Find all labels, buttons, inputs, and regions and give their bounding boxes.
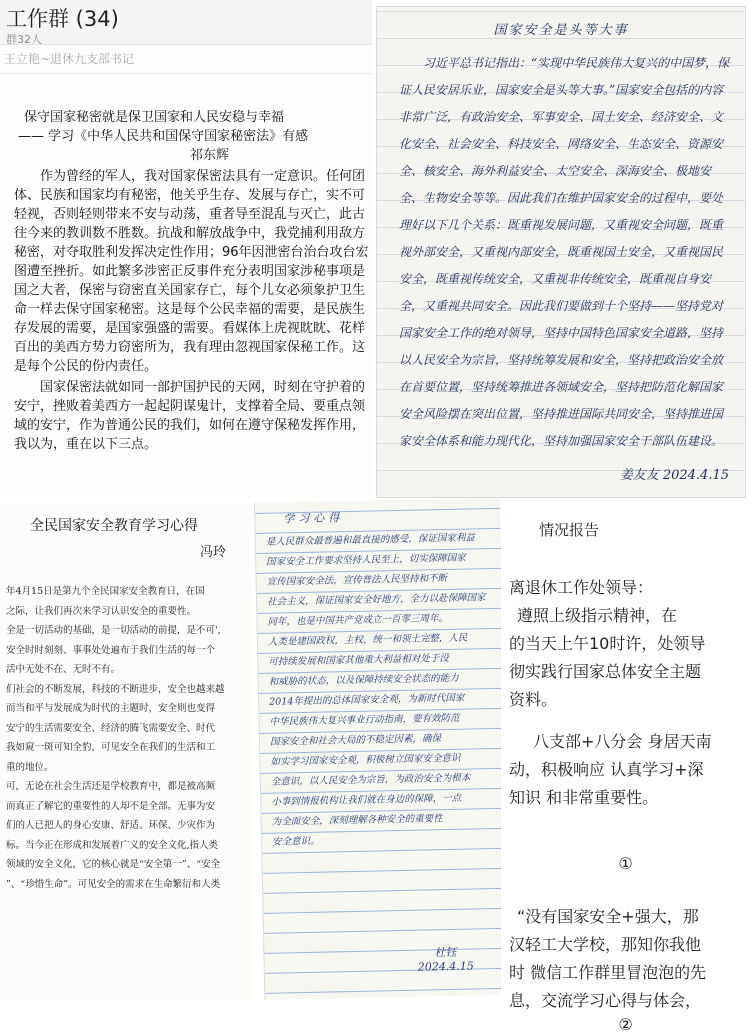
notes-line: 们的人已把人的身心安康、舒适、环保、少灾作为 bbox=[6, 820, 216, 831]
notebook-line: 宣传国家安全法，宣传普法人民坚持和不断 bbox=[266, 572, 448, 588]
report-greeting: 离退休工作处领导： bbox=[509, 578, 654, 597]
essay-title: 保守国家秘密就是保卫国家和人民安稳与幸福 bbox=[24, 110, 285, 125]
report-section-number: ② bbox=[618, 1015, 633, 1034]
chat-sender-name[interactable]: 王立艳~退休九支部书记 bbox=[0, 45, 372, 74]
notes-author: 冯玲 bbox=[200, 545, 227, 560]
notebook-line: 小事到情报机构让我们就在身边的保障，一点 bbox=[271, 792, 462, 808]
report-line: 息，交流学习心得与体会， bbox=[509, 991, 702, 1010]
notes-line: 重的地位。 bbox=[6, 761, 54, 773]
notebook-line: 人类是建国政权，主权，统一和领土完整，人民 bbox=[267, 632, 468, 648]
chat-title: 工作群 (34) bbox=[6, 7, 119, 31]
notebook-line: 为全面安全，深刻理解各种安全的重要性 bbox=[271, 813, 443, 828]
report-section-number: ① bbox=[618, 854, 633, 873]
notes-line: 全是一切活动的基础，是一切活动的前提，是不可', bbox=[6, 625, 221, 636]
notebook-signature-name: 杜钰 bbox=[434, 945, 457, 960]
report-line: 八支部+八分会 身居天南 bbox=[533, 732, 712, 751]
notebook-line: 可持续发展和国家其他重大利益相对处于没 bbox=[268, 652, 449, 668]
notes-line: 我如窥一斑可知全豹，可见安全在我们的生活和工 bbox=[6, 742, 216, 753]
situation-report bbox=[501, 503, 750, 1034]
letter-signature: 姜友友 2024.4.15 bbox=[619, 468, 729, 483]
letter-title: 国家安全是头等大事 bbox=[493, 23, 629, 38]
report-line: “没有国家安全+强大，那 bbox=[517, 907, 699, 926]
essay-paragraph: 国家保密法就如同一部护国护民的天网，时刻在守护着的安宁，挫败着美西方一起起阴谋鬼计，支撑着全局、要重点领域的安宁，作为普通公民的我们，如何在遵守保秘发挥作用，我以为，重在以下三点。 bbox=[14, 380, 366, 452]
notebook-line: 国家安全工作要求坚持人民至上，切实保障国家 bbox=[266, 552, 466, 568]
notebook-line: 和威胁的状态，以及保障持续安全状态的能力 bbox=[268, 672, 459, 688]
notebook-line: 如实学习国家安全观，积极树立国家安全意识 bbox=[270, 752, 461, 768]
notes-line: 而真正了解它的重要性的人却不是全部。无事为安 bbox=[6, 800, 216, 812]
essay bbox=[0, 74, 372, 454]
chat-member-count: 群32人 bbox=[6, 33, 42, 46]
notebook-body bbox=[266, 528, 502, 853]
notebook-line: 同年，也是中国共产党成立一百零三周年。 bbox=[267, 612, 449, 628]
handwritten-letter bbox=[376, 6, 746, 498]
report-line: 时 微信工作群里冒泡泡的先 bbox=[509, 963, 707, 982]
report-line: 知识 和非常重要性。 bbox=[509, 788, 659, 807]
notes-line: 年4月15日是第九个全民国家安全教育日，在国 bbox=[6, 586, 205, 597]
report-line: 资料。 bbox=[509, 690, 558, 709]
report-title: 情况报告 bbox=[539, 521, 600, 539]
notebook-title: 学习心得 bbox=[283, 511, 344, 526]
notes-line: 可，无论在社会生活还是学校教育中，都是被高频 bbox=[6, 781, 216, 792]
chat-header[interactable] bbox=[0, 0, 372, 44]
essay-subtitle: —— 学习《中华人民共和国保守国家秘密法》有感 bbox=[18, 129, 309, 144]
essay-author: 祁东辉 bbox=[190, 148, 230, 163]
notes-line: 领域的安全文化，它的核心就是“安全第一”、“安全 bbox=[6, 859, 221, 870]
report-line: 遵照上级指示精神，在 bbox=[517, 606, 678, 625]
notes-line: 安全时时刻刻、事事处处遍布于我们生活的每一个 bbox=[6, 644, 216, 656]
letter-body: 习近平总书记指出：“实现中华民族伟大复兴的中国梦，保证人民安居乐业，国家安全是头等大事。”国家安全包括的内容非常广泛，有政治安全、军事安全、国土安全、经济安全、文化安全、社会安全、科技安全、网络安全、生态安全、资源安全、核安全、海外利益安全、太空安全、深海安全、极地安全、生物安全等等。因此我们在维护国家安全的过程中，要处理好以下几个关系：既重视发展问题，又重视安全问题，既重视外部安全，又重视内部安全，既重视国土安全，又重视国民安全，既重视传统安全，又重视非传统安全，既重视自身安全，又重视共同安全。因此我们要做到十个坚持——坚持党对国家安全工作的绝对领导，坚持中国特色国家安全道路，坚持以人民安全为宗旨，坚持统筹发展和安全，坚持把政治安全放在首要位置，坚持统筹推进各领域安全，坚持把防范化解国家安全风险摆在突出位置，坚持推进国际共同安全，坚持推进国家安全体系和能力现代化，坚持加强国家安全干部队伍建设。 bbox=[399, 56, 730, 448]
notebook-line: 社会主义，保证国家安全好地方，全力以赴保障国家 bbox=[266, 592, 486, 608]
report-line: 汉轻工大学校，那知你我他 bbox=[509, 935, 702, 954]
handwritten-notebook bbox=[254, 498, 510, 1000]
notes-line: 标。当今正在形成和发展着广义的安全文化,指人类 bbox=[6, 839, 219, 851]
notebook-line: 安全意识。 bbox=[271, 835, 320, 848]
notebook-signature bbox=[417, 946, 474, 975]
notes-title: 全民国家安全教育学习心得 bbox=[30, 518, 198, 534]
printed-study-notes bbox=[0, 503, 252, 1000]
notebook-line: 全意识，以人民安全为宗旨，为政治安全为根本 bbox=[270, 772, 471, 788]
notebook-line: 国家安全和社会大局的不稳定因素，确保 bbox=[269, 733, 442, 748]
report-line: 动，积极响应 认真学习+深 bbox=[509, 760, 704, 779]
notebook-line: 是人民群众最普遍和最直接的感受，保证国家利益 bbox=[265, 532, 475, 548]
notes-line: ”、“珍惜生命”。可见安全的需求在生命繁衍和人类 bbox=[6, 878, 221, 890]
report-line: 的当天上午10时许，处领导 bbox=[509, 634, 706, 653]
notes-line: 之际，让我们再次来学习认识安全的重要性。 bbox=[6, 605, 197, 617]
notes-line: 活中无处不在、无时不有。 bbox=[6, 664, 121, 675]
notebook-line: 中华民族伟大复兴事业行动指南，要有效防范 bbox=[269, 712, 460, 728]
chat-essay-screenshot bbox=[0, 0, 372, 497]
report-line: 彻实践行国家总体安全主题 bbox=[509, 662, 702, 681]
notes-body bbox=[6, 582, 252, 894]
notes-line: 而当和平与发展成为时代的主题时，安全则也变得 bbox=[6, 703, 216, 714]
notebook-signature-date: 2024.4.15 bbox=[417, 959, 474, 974]
notes-line: 们社会的不断发展，科技的不断进步，安全也越来越 bbox=[6, 683, 225, 695]
notebook-line: 2014年提出的总体国家安全观，为新时代国家 bbox=[269, 692, 465, 708]
notes-line: 安宁的生活需要安全、经济的腾飞需要安全、时代 bbox=[6, 722, 216, 734]
essay-paragraph: 作为曾经的军人，我对国家保密法具有一定意识。任何团体、民族和国家均有秘密，他关乎生存、发展与存亡，实不可轻视，否则轻则带来不安与动荡，重者导至混乱与灭亡，此古往今来的教训数不胜数。抗战和解放战争中，我党捕利用敌方秘密，对夺取胜利发挥决定性作用；96年因泄密台治台攻台宏图遭至挫折。如此繁多涉密正反事件充分表明国家涉秘事项是国之大者，保密与窃密直关国家存亡，每个儿女必须象护卫生命一样去保守国家秘密。这是每个公民幸福的需要，是民族生存发展的需要，是国家强盛的需要。看媒体上虎视眈眈、花样百出的美西方势力窃密所为，我有理由忽视国家保秘工作。这是每个公民的份内责任。 bbox=[14, 169, 369, 374]
